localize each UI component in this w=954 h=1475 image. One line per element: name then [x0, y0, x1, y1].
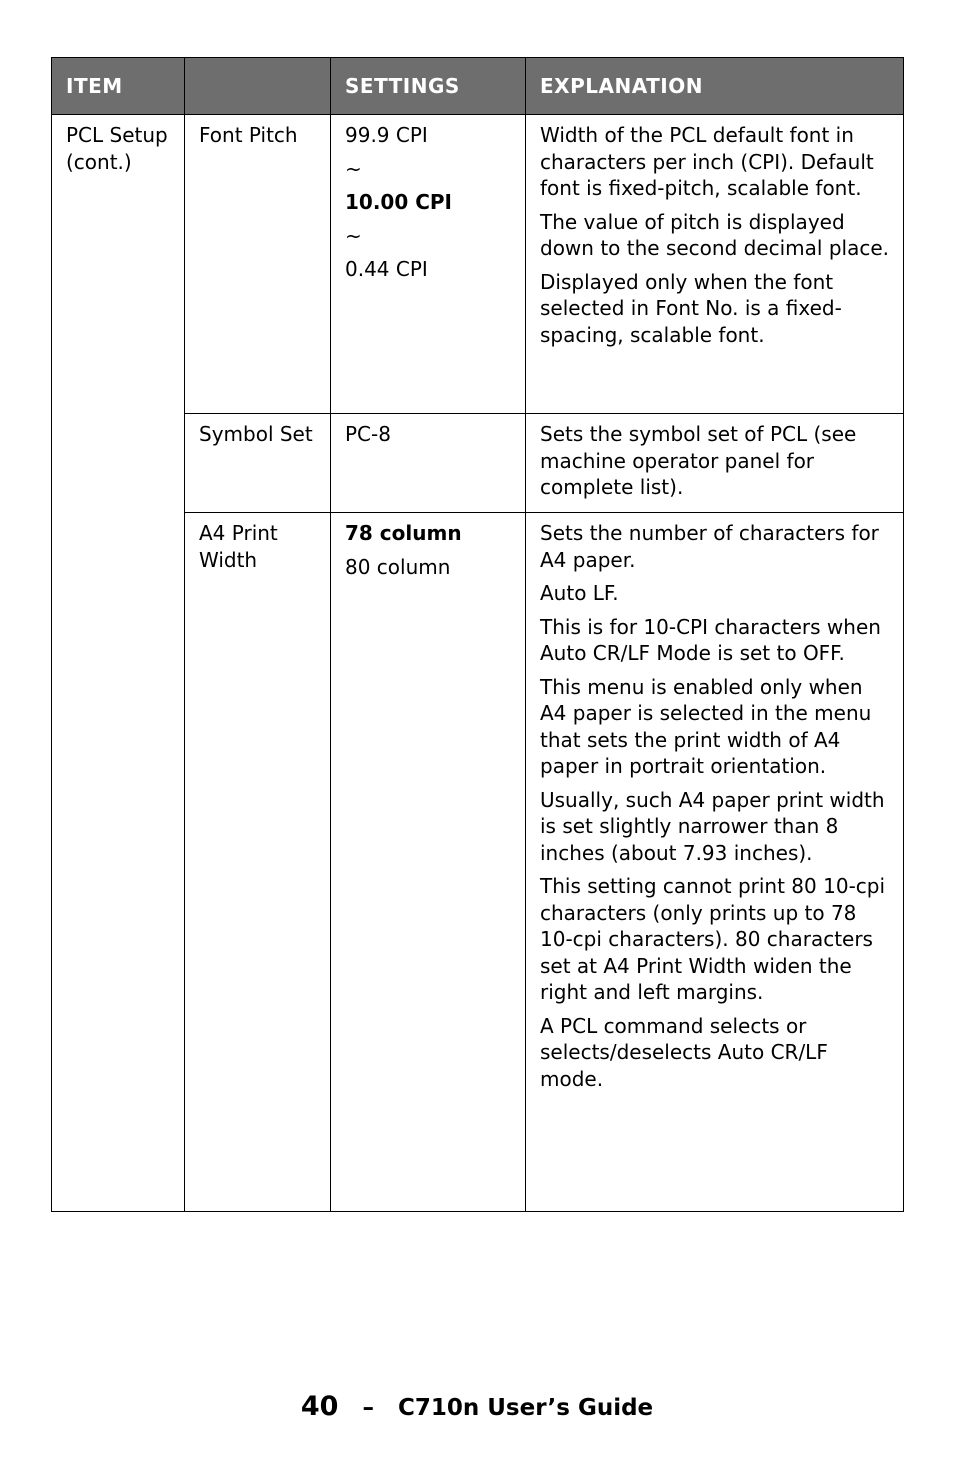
table-header-row — [52, 58, 904, 115]
setting-name-font-pitch: Font Pitch — [185, 115, 331, 414]
table-row-font-pitch — [52, 115, 904, 414]
explanation-paragraph: The value of pitch is displayed down to the second decimal place. — [540, 209, 889, 260]
setting-range-separator: ~ — [345, 223, 362, 248]
explanation-a4-print-width — [526, 513, 904, 1212]
settings-table — [51, 57, 904, 1212]
explanation-font-pitch — [526, 115, 904, 414]
setting-value-default: 10.00 CPI — [345, 190, 453, 214]
setting-name-symbol-set: Symbol Set — [185, 414, 331, 513]
setting-range-separator: ~ — [345, 156, 362, 181]
footer-title: C710n User’s Guide — [397, 1395, 654, 1421]
page-footer — [0, 1391, 954, 1422]
explanation-paragraph: Auto LF. — [540, 581, 619, 605]
header-blank — [185, 58, 331, 115]
setting-value: 0.44 CPI — [345, 257, 428, 281]
setting-value: PC-8 — [345, 422, 391, 446]
explanation-paragraph: Usually, such A4 paper print width is set slightly narrower than 8 inches (about 7.93 inches). — [540, 787, 885, 865]
settings-a4-print-width — [331, 513, 526, 1212]
explanation-paragraph: A PCL command selects or selects/deselects Auto CR/LF mode. — [540, 1013, 828, 1091]
explanation-paragraph: This is for 10-CPI characters when Auto CR/LF Mode is set to OFF. — [540, 614, 881, 665]
setting-value: 80 column — [345, 554, 451, 579]
setting-value-default: 78 column — [345, 521, 462, 545]
explanation-paragraph: This setting cannot print 80 10-cpi characters (only prints up to 78 10-cpi characters). 80 characters set at A4 Print Width widen the right and left margins. — [540, 874, 886, 1004]
settings-symbol-set — [331, 414, 526, 513]
explanation-paragraph: Sets the symbol set of PCL (see machine operator panel for complete list). — [540, 422, 857, 499]
setting-value: 99.9 CPI — [345, 123, 428, 147]
page-number: 40 — [300, 1391, 339, 1422]
header-explanation: EXPLANATION — [526, 58, 904, 115]
explanation-symbol-set — [526, 414, 904, 513]
explanation-paragraph: Displayed only when the font selected in Font No. is a fixed-spacing, scalable font. — [540, 269, 842, 347]
header-item: ITEM — [52, 58, 185, 115]
header-settings: SETTINGS — [331, 58, 526, 115]
explanation-paragraph: This menu is enabled only when A4 paper is selected in the menu that sets the print width of A4 paper in portrait orientation. — [540, 674, 872, 778]
explanation-paragraph: Sets the number of characters for A4 paper. — [540, 521, 879, 572]
item-pcl-setup: PCL Setup (cont.) — [52, 115, 185, 1212]
settings-font-pitch — [331, 115, 526, 414]
setting-name-a4-print-width: A4 Print Width — [185, 513, 331, 1212]
explanation-paragraph: Width of the PCL default font in characters per inch (CPI). Default font is fixed-pitch, scalable font. — [540, 123, 874, 200]
footer-separator: – — [362, 1395, 374, 1421]
